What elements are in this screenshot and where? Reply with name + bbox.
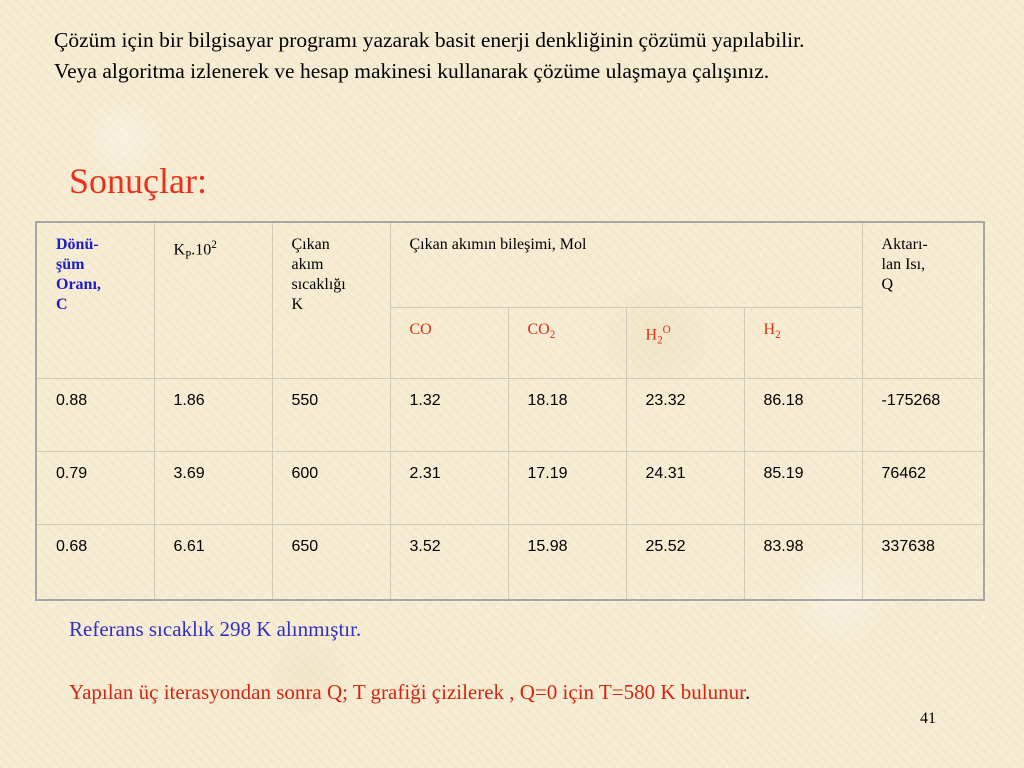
cell-conversion: 0.68 [36, 525, 154, 601]
cell-temperature: 600 [272, 452, 390, 525]
subheader-h2: $H_2$ [744, 308, 862, 379]
cell-h2: 86.18 [744, 379, 862, 452]
cell-heat: -175268 [862, 379, 984, 452]
intro-line-1: Çözüm için bir bilgisayar programı yazarak basit enerji denkliğinin çözümü yapılabilir. [54, 28, 805, 52]
subheader-co: CO [390, 308, 508, 379]
results-table [35, 221, 985, 601]
cell-heat: 76462 [862, 452, 984, 525]
intro-text [54, 25, 1004, 87]
header-heat-transferred: Aktarı- lan Isı, Q [862, 222, 984, 379]
cell-heat: 337638 [862, 525, 984, 601]
cell-co2: 18.18 [508, 379, 626, 452]
cell-h2: 85.19 [744, 452, 862, 525]
header-kp: $K_P.10^2$ [154, 222, 272, 379]
cell-conversion: 0.88 [36, 379, 154, 452]
header-outlet-temperature: Çıkan akım sıcaklığı K [272, 222, 390, 379]
results-heading: Sonuçlar: [69, 161, 207, 201]
cell-h2o: 25.52 [626, 525, 744, 601]
subheader-co2: $CO_2$ [508, 308, 626, 379]
cell-h2o: 24.31 [626, 452, 744, 525]
slide-number: 41 [920, 710, 936, 727]
reference-temperature-note: Referans sıcaklık 298 K alınmıştır. [69, 617, 362, 641]
cell-kp: 6.61 [154, 525, 272, 601]
table-header-row [36, 222, 984, 308]
cell-temperature: 650 [272, 525, 390, 601]
cell-co: 3.52 [390, 525, 508, 601]
header-conversion-ratio: Dönü- şüm Oranı, C [36, 222, 154, 379]
table-row [36, 379, 984, 452]
cell-h2o: 23.32 [626, 379, 744, 452]
cell-co: 1.32 [390, 379, 508, 452]
subheader-h2o: $H_2^O$ [626, 308, 744, 379]
cell-kp: 1.86 [154, 379, 272, 452]
intro-line-2: Veya algoritma izlenerek ve hesap makinesi kullanarak çözüme ulaşmaya çalışınız. [54, 59, 770, 83]
header-outlet-composition: Çıkan akımın bileşimi, Mol [390, 222, 862, 308]
cell-kp: 3.69 [154, 452, 272, 525]
cell-conversion: 0.79 [36, 452, 154, 525]
cell-h2: 83.98 [744, 525, 862, 601]
table-row [36, 525, 984, 601]
table-row [36, 452, 984, 525]
cell-co: 2.31 [390, 452, 508, 525]
iteration-result-note: Yapılan üç iterasyondan sonra Q; T grafiği çizilerek , Q=0 için T=580 K bulunur. [69, 680, 751, 704]
cell-co2: 15.98 [508, 525, 626, 601]
cell-co2: 17.19 [508, 452, 626, 525]
cell-temperature: 550 [272, 379, 390, 452]
